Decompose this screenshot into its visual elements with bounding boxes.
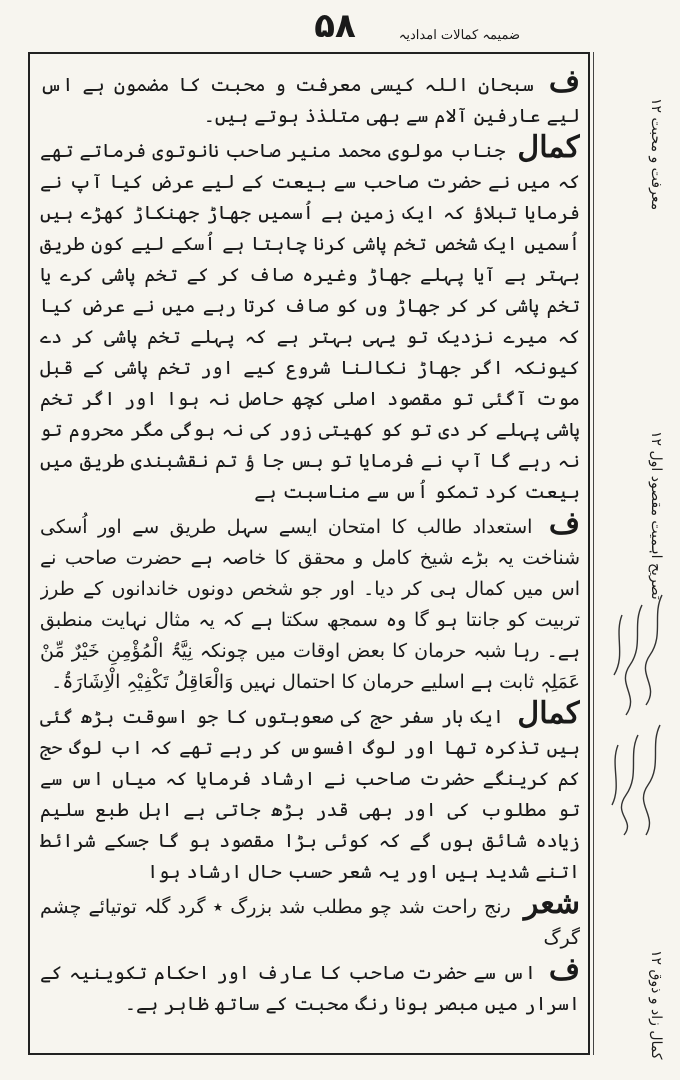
paragraph-text: اس سے حضرت صاحب کا عارف اور احکام تکوینیہ کے اسرار میں مبصر ہونا رنگ محبت کے ساتھ ظاہر ہے۔	[40, 962, 580, 1015]
paragraph-marker: ف	[548, 952, 580, 987]
page-number: ۵۸	[314, 6, 356, 46]
margin-rule	[593, 52, 594, 1055]
margin-note: کمال زاد و ذوق ۱۲	[648, 950, 664, 1060]
paragraph	[40, 954, 580, 1020]
paragraph	[40, 66, 580, 132]
running-head: ضمیمہ کمالات امدادیہ	[398, 28, 520, 43]
paragraph	[40, 888, 580, 954]
paragraph	[40, 508, 580, 698]
paragraph-text: ایک بار سفر حج کی صعوبتوں کا جو اسوقت بڑھ گئی ہیں تذکرہ تھا اور لوگ افسوس کر رہے تھے کہ اب لوگ حج کم کرینگے حضرت صاحب نے ارشاد فرمایا کہ میاں اس سے تو مطلوب کی اور بھی قدر بڑھ جاتی ہے اہل طبع سلیم زیادہ شائق ہوں گے کہ کوئی بڑا مقصود ہو گا جسکے شرائط اتنے شدید ہیں اور یہ شعر حسب حال ارشاد ہوا	[40, 706, 580, 883]
paragraph-text: استعداد طالب کا امتحان ایسے سہل طریق سے اور اُسکی شناخت یہ بڑے شیخ کامل و محقق کا خاصہ ہے حضرت صاحب نے اس میں کمال ہی کر دیا۔ اور جو شخص دونوں خاندانوں کے طرز تربیت کو جانتا ہو گا وہ سمجھ سکتا ہے کہ یہ مثال نہایت منطبق ہے۔ رہا شبہ حرمان کا بعض اوقات میں چونکہ نِیَّۃُ الْمُؤْمِنِ خَیْرٌ مِّنْ عَمَلِہٖ ثابت ہے اسلیے حرمان کا احتمال نہیں وَالْعَاقِلُ تَکْفِیْہِ الْاِشَارَۃُ۔	[40, 516, 580, 693]
paragraph-marker: شعر	[523, 886, 580, 921]
margin-note: تصریح اہمیت مقصود اول ۱۲	[648, 431, 664, 600]
handwritten-annotation	[602, 585, 672, 845]
paragraph-marker: ف	[548, 506, 580, 541]
paragraph-text: جناب مولوی محمد منیر صاحب نانوتوی فرماتے تھے کہ میں نے حضرت صاحب سے بیعت کے لیے عرض کیا آپ نے فرمایا تبلاؤ کہ ایک زمین ہے اُسمیں جھاڑ جھنکاڑ کھڑے ہیں اُسمیں ایک شخص تخم پاشی کرنا چاہتا ہے اُسکے لیے کون طریق بہتر ہے آیا پہلے جھاڑ وغیرہ صاف کر کے تخم پاشی کرے یا تخم پاشی کر کر جھاڑ وں کو صاف کرتا رہے میں نے عرض کیا کہ میرے نزدیک تو یہی بہتر ہے کہ پہلے تخم پاشی کر دے کیونکہ اگر جھاڑ نکالنا شروع کیے اور تخم پاشی کے قبل موت آگئی تو مقصود اصلی کچھ حاصل نہ ہوا اور اگر تخم پاشی پہلے کر دی تو کو کھیتی زور کی نہ ہوگی مگر محروم تو نہ رہے گا آپ نے فرمایا تو بس جا ؤ تم نقشبندی طریق میں بیعت کرد تمکو اُس سے مناسبت ہے	[40, 140, 580, 503]
handwriting-scribble	[602, 585, 672, 845]
paragraph-marker: کمال	[517, 130, 580, 165]
paragraph-text: رنج راحت شد چو مطلب شد بزرگ ٭ گرد گلہ توتیائے چشم گرگ	[40, 896, 580, 949]
paragraph	[40, 698, 580, 888]
paragraph-text: سبحان اللہ کیسی معرفت و محبت کا مضمون ہے اس لیے عارفین آلام سے بھی متلذذ ہوتے ہیں۔	[40, 74, 580, 127]
paragraph-marker: ف	[548, 66, 580, 99]
margin-note: معرفت و محبت ۱۲	[648, 97, 664, 210]
paragraph	[40, 132, 580, 508]
main-text	[40, 66, 580, 1051]
paragraph-marker: کمال	[517, 696, 580, 731]
